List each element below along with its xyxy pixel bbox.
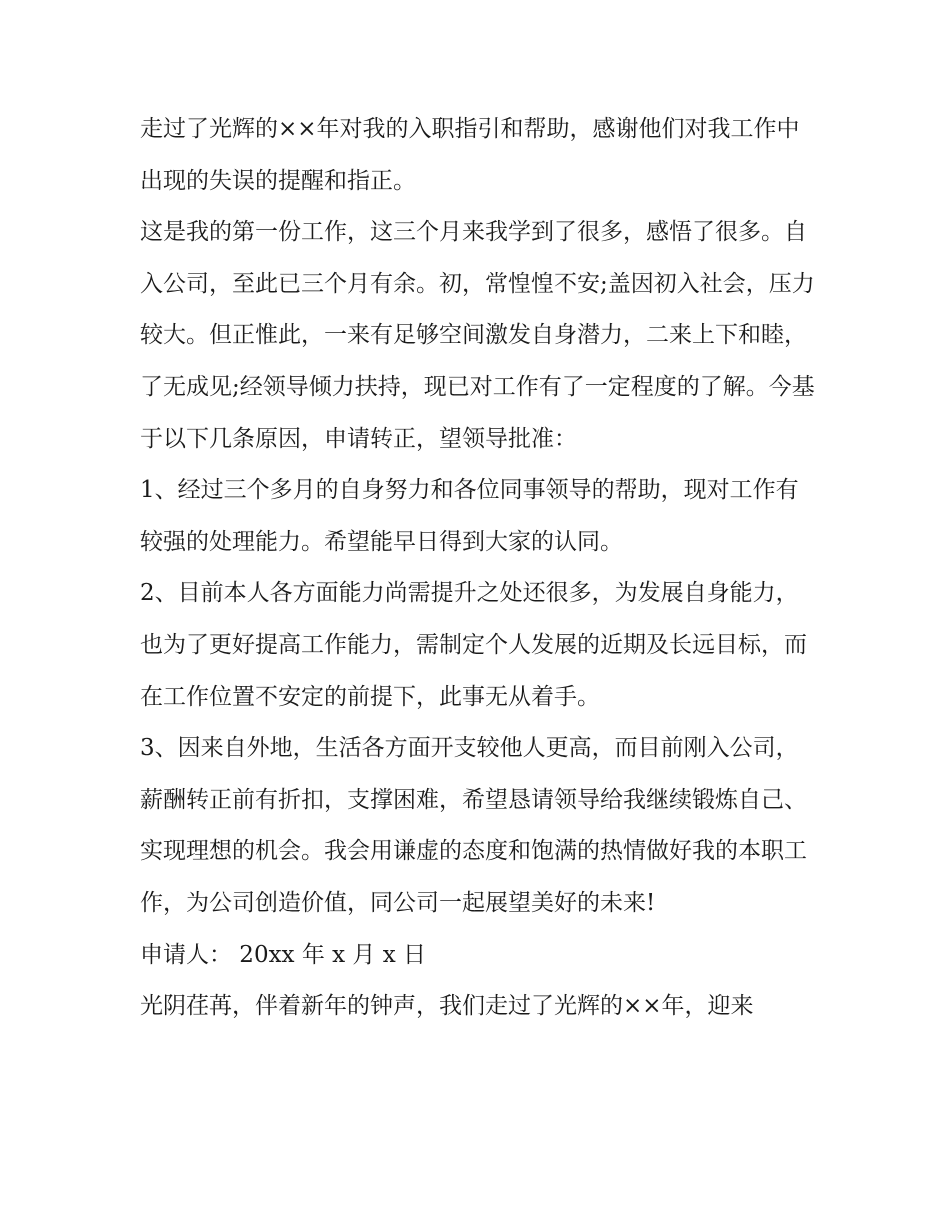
paragraph-next: 光阴荏苒，伴着新年的钟声，我们走过了光辉的××年，迎来 [140, 993, 754, 1020]
document-body [140, 104, 820, 1033]
paragraph-1: 走过了光辉的××年对我的入职指引和帮助，感谢他们对我工作中出现的失误的提醒和指正。 [140, 116, 800, 194]
paragraph-item-2: 2、目前本人各方面能力尚需提升之处还很多，为发展自身能力，也为了更好提高工作能力，需制定个人发展的近期及长远目标，而在工作位置不安定的前提下，此事无从着手。 [140, 580, 807, 710]
paragraph-item-3: 3、因来自外地，生活各方面开支较他人更高，而目前刚入公司，薪酬转正前有折扣，支撑困难，希望恳请领导给我继续锻炼自己、实现理想的机会。我会用谦虚的态度和饱满的热情做好我的本职工作，为公司创造价值，同公司一起展望美好的未来! [140, 735, 807, 916]
signature-line: 申请人： 20xx 年 x 月 x 日 [140, 941, 427, 968]
paragraph-2: 这是我的第一份工作，这三个月来我学到了很多，感悟了很多。自入公司，至此已三个月有余。初，常惶惶不安;盖因初入社会，压力较大。但正惟此，一来有足够空间激发自身潜力，二来上下和睦，了无成见;经领导倾力扶持，现已对工作有了一定程度的了解。今基于以下几条原因，申请转正，望领导批准： [140, 219, 815, 452]
paragraph-item-1: 1、经过三个多月的自身努力和各位同事领导的帮助，现对工作有较强的处理能力。希望能早日得到大家的认同。 [140, 477, 799, 555]
